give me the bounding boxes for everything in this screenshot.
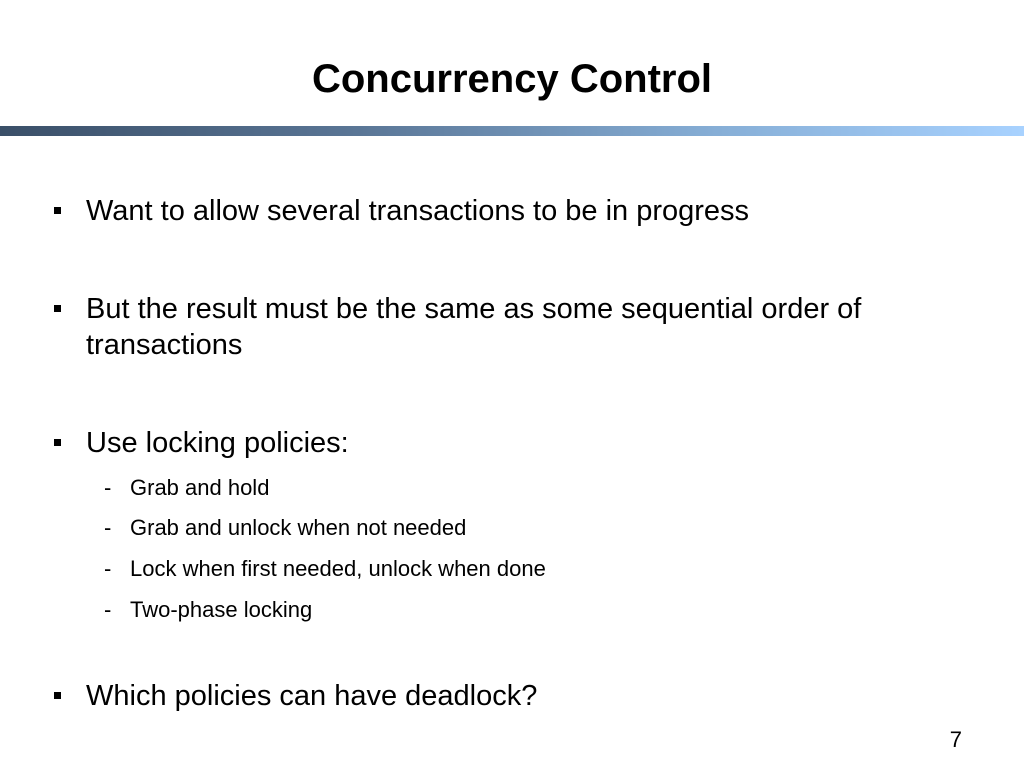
square-bullet-icon: [54, 439, 61, 446]
dash-marker: -: [104, 556, 112, 581]
sub-bullet-text: Lock when first needed, unlock when done: [130, 556, 546, 581]
sub-bullet-text: Grab and unlock when not needed: [130, 515, 467, 540]
bullet-item: [86, 678, 976, 714]
bullet-text: But the result must be the same as some sequential order of transactions: [86, 293, 862, 361]
square-bullet-icon: [54, 305, 61, 312]
title-divider: [0, 126, 1024, 136]
sub-bullet-text: Grab and hold: [130, 475, 270, 500]
square-bullet-icon: [54, 207, 61, 214]
sub-bullet-item: [104, 514, 466, 542]
page-number: 7: [949, 727, 962, 752]
dash-marker: -: [104, 515, 112, 540]
dash-marker: -: [104, 475, 112, 500]
sub-bullet-item: [104, 596, 312, 624]
slide-title: Concurrency Control: [311, 57, 713, 101]
bullet-text: Want to allow several transactions to be in progress: [86, 195, 750, 227]
sub-bullet-item: [104, 555, 546, 583]
bullet-text: Use locking policies:: [86, 427, 349, 459]
bullet-item: [86, 291, 976, 363]
sub-bullet-text: Two-phase locking: [130, 597, 313, 622]
square-bullet-icon: [54, 692, 61, 699]
bullet-text: Which policies can have deadlock?: [86, 680, 538, 712]
sub-bullet-item: [104, 474, 269, 502]
bullet-item: [86, 425, 976, 461]
dash-marker: -: [104, 597, 112, 622]
bullet-item: [86, 193, 976, 229]
